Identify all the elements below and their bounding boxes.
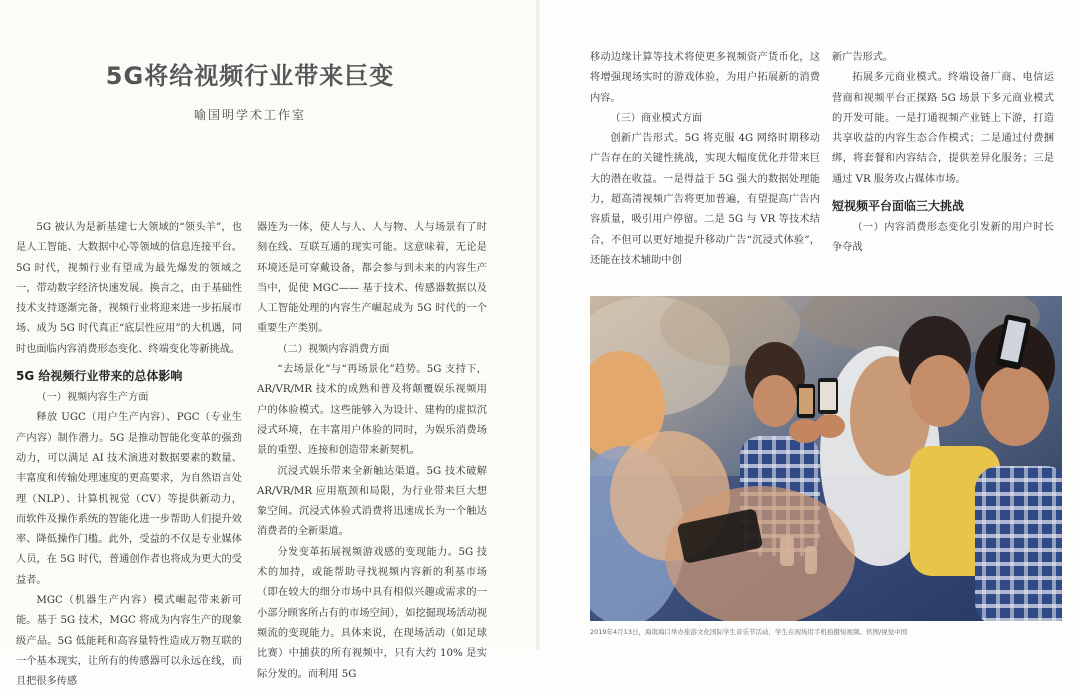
paragraph: 创新广告形式。5G 将克服 4G 网络时期移动广告存在的关键性挑战，实现大幅度优化并带来巨大的潜在收益。一是得益于 5G 强大的数据处理能力，超高清视频广告将更加普遍，有望提高广告内容质量，吸引用户停留。二是 5G 与 VR 等技术结合，不但可以更好地提升移动广告“沉浸式体验”，还能在技术辅助中创 [590,133,820,266]
article-title: 5G将给视频行业带来巨变 [105,62,395,90]
subsection-heading: （二）视频内容消费方面 [277,343,390,355]
news-photo [590,296,1062,621]
column-1 [16,218,242,693]
photo-caption: 2019年4月13日，海南海口举办旅游文化国际学生音乐节活动，学生在现场用手机拍摄短视频。供图/视觉中国 [590,628,908,636]
article-byline: 喻国明学术工作室 [193,108,306,122]
photo-illustration [590,296,1062,621]
paragraph: MGC（机器生产内容）模式崛起带来新可能。基于 5G 技术，MGC 将成为内容生产的现象级产品。5G 低能耗和高容量特性造成万物互联的一个基本现实，让所有的传感器可以永远在线，而且把很多传感 [16,595,242,688]
column-4 [832,48,1054,259]
paragraph: 5G 被认为是新基建七大领域的“领头羊”，也是人工智能、大数据中心等领域的信息连接平台。5G 时代，视频行业有望成为最先爆发的领域之一，带动数字经济快速发展。换言之，由于基础性技术支持逐渐完备，视频行业将迎来进一步拓展市场、成为 5G 时代真正“底层性应用”的大机遇，同时也面临内容消费形态变化、终端变化等新挑战。 [16,222,242,355]
paragraph: 器连为一体，使人与人、人与物、人与场景有了时刻在线、互联互通的现实可能。这意味着，无论是环境还是可穿戴设备，都会参与到未来的内容生产当中，促使 MGC—— 基于技术、传感器数据以及人工智能处理的内容生产崛起成为 5G 时代的一个重要生产类别。 [257,222,487,335]
column-2 [257,218,487,685]
subsection-heading: （一）内容消费形态变化引发新的用户时长争夺战 [832,222,1054,254]
section-heading: 短视频平台面临三大挑战 [832,199,965,214]
paragraph: 新广告形式。 [832,52,894,63]
paragraph: “去场景化”与“再场景化”趋势。5G 支持下，AR/VR/MR 技术的成熟和普及将颠覆娱乐视频用户的体验模式。这些能够入为设计、建构的虚拟沉浸式环境，在丰富用户体验的同时，为娱乐消费场景的重塑、连接和创造带来新契机。 [257,364,487,457]
column-3 [590,48,820,271]
section-heading: 5G 给视频行业带来的总体影响 [16,369,183,384]
subsection-heading: （一）视频内容生产方面 [36,392,149,404]
paragraph: 分发变革拓展视频游戏感的变现能力。5G 技术的加持，或能帮助寻找视频内容新的利基市场（即在较大的细分市场中具有相似兴趣或需求的一小部分顾客所占有的市场空间），如挖掘现场活动视频流的变现能力。具体来说，在现场活动（如足球比赛）中捕获的所有视频中，只有大约 10% 是实际分发的。而利用 5G [257,546,487,680]
paragraph: 移动边缘计算等技术将使更多视频资产货币化，这将增强现场实时的游戏体验，为用户拓展新的消费内容。 [590,52,820,104]
paragraph: 沉浸式娱乐带来全新触达渠道。5G 技术破解 AR/VR/MR 应用瓶颈和局限，为行业带来巨大想象空间。沉浸式体验式消费将迅速成长为一个触达消费者的全新渠道。 [257,465,487,538]
subsection-heading: （三）商业模式方面 [610,112,703,124]
paragraph: 拓展多元商业模式。终端设备厂商、电信运营商和视频平台正探路 5G 场景下多元商业模式的开发可能。一是打通视频产业链上下游，打造共享收益的内容生态合作模式；二是通过付费捆绑，将套餐和内容结合，提供差异化服务；三是通过 VR 服务攻占媒体市场。 [832,72,1054,185]
right-page [540,0,1080,650]
paragraph: 释放 UGC（用户生产内容）、PGC（专业生产内容）制作潜力。5G 是推动智能化变革的强劲动力，可以满足 AI 技术演进对数据要素的数量、丰富度和传输处理速度的更高要求，为自然语言处理（NLP）、计算机视觉（CV）等提供新动力，而软件及操作系统的智能化进一步帮助人们提升效率、降低操作门槛。此外，受益的不仅是专业媒体人员，在 5G 时代，普通创作者也将成为更大的受益者。 [16,412,242,586]
left-page [0,0,540,688]
